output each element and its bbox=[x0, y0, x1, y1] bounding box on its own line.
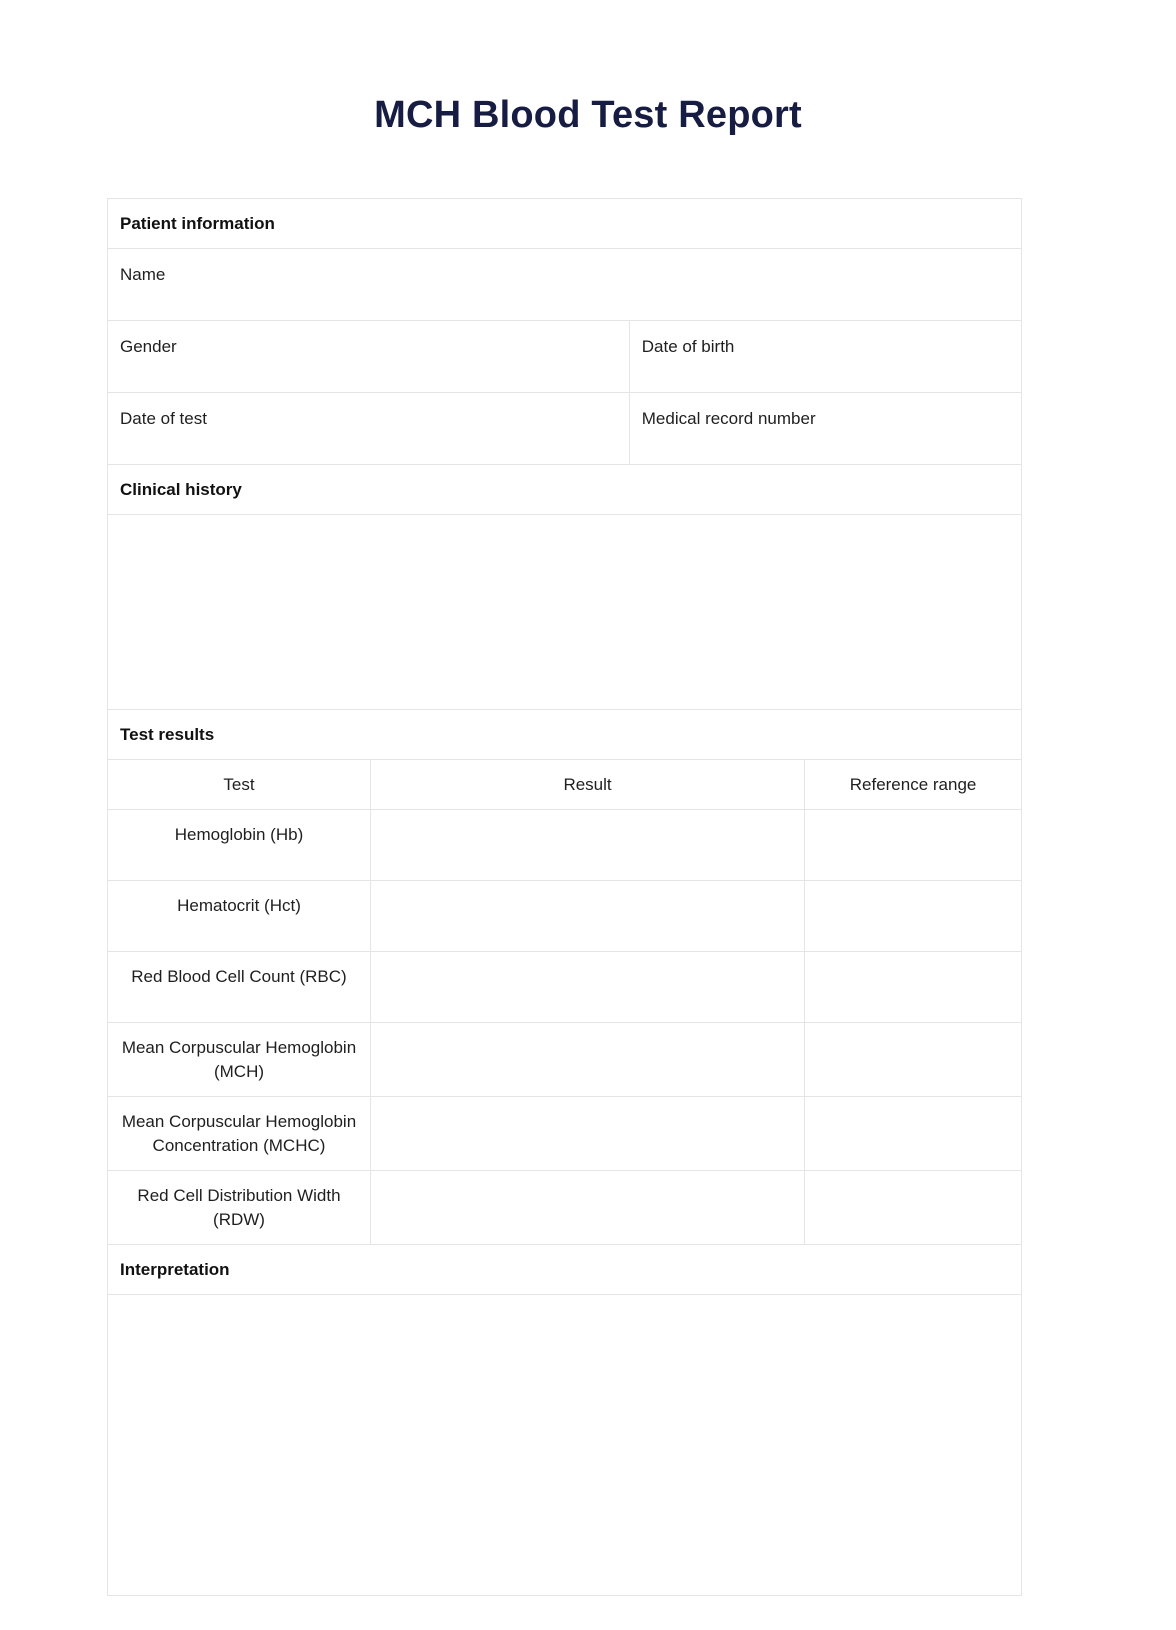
reference-range-cell[interactable] bbox=[805, 952, 1021, 1023]
column-header-reference-range: Reference range bbox=[805, 760, 1021, 810]
section-header-clinical-history: Clinical history bbox=[108, 465, 1021, 515]
test-name-cell: Hematocrit (Hct) bbox=[108, 881, 370, 952]
column-header-result: Result bbox=[370, 760, 804, 810]
result-cell[interactable] bbox=[370, 881, 804, 952]
interpretation-input[interactable] bbox=[108, 1295, 1021, 1595]
reference-range-cell[interactable] bbox=[805, 1097, 1021, 1171]
gender-field[interactable]: Gender bbox=[108, 321, 630, 392]
reference-range-cell[interactable] bbox=[805, 881, 1021, 952]
test-name-cell: Hemoglobin (Hb) bbox=[108, 810, 370, 881]
section-header-interpretation: Interpretation bbox=[108, 1245, 1021, 1295]
result-cell[interactable] bbox=[370, 952, 804, 1023]
field-row-test-date-mrn bbox=[108, 393, 1021, 465]
table-row bbox=[108, 1097, 1021, 1171]
medical-record-number-field[interactable]: Medical record number bbox=[641, 409, 816, 428]
column-header-test: Test bbox=[108, 760, 370, 810]
result-cell[interactable] bbox=[370, 810, 804, 881]
table-header-row bbox=[108, 760, 1021, 810]
table-row bbox=[108, 1171, 1021, 1245]
table-row bbox=[108, 1023, 1021, 1097]
name-field[interactable]: Name bbox=[120, 265, 166, 284]
table-row bbox=[108, 881, 1021, 952]
test-name-cell: Red Cell Distribution Width (RDW) bbox=[108, 1171, 370, 1245]
clinical-history-input[interactable] bbox=[108, 515, 1021, 710]
result-cell[interactable] bbox=[370, 1171, 804, 1245]
reference-range-cell[interactable] bbox=[805, 1023, 1021, 1097]
section-header-test-results: Test results bbox=[108, 710, 1021, 760]
date-of-test-field[interactable]: Date of test bbox=[108, 393, 630, 464]
field-row-gender-dob bbox=[108, 321, 1021, 393]
test-name-cell: Mean Corpuscular Hemoglobin Concentration (MCHC) bbox=[108, 1097, 370, 1171]
result-cell[interactable] bbox=[370, 1097, 804, 1171]
test-name-cell: Mean Corpuscular Hemoglobin (MCH) bbox=[108, 1023, 370, 1097]
date-of-birth-field[interactable]: Date of birth bbox=[641, 337, 735, 356]
reference-range-cell[interactable] bbox=[805, 810, 1021, 881]
report-form bbox=[107, 198, 1022, 1596]
table-row bbox=[108, 810, 1021, 881]
field-row-name bbox=[108, 249, 1021, 321]
test-name-cell: Red Blood Cell Count (RBC) bbox=[108, 952, 370, 1023]
table-row bbox=[108, 952, 1021, 1023]
test-results-table bbox=[108, 760, 1021, 1245]
page-title: MCH Blood Test Report bbox=[374, 94, 802, 136]
reference-range-cell[interactable] bbox=[805, 1171, 1021, 1245]
result-cell[interactable] bbox=[370, 1023, 804, 1097]
section-header-patient-information: Patient information bbox=[108, 199, 1021, 249]
